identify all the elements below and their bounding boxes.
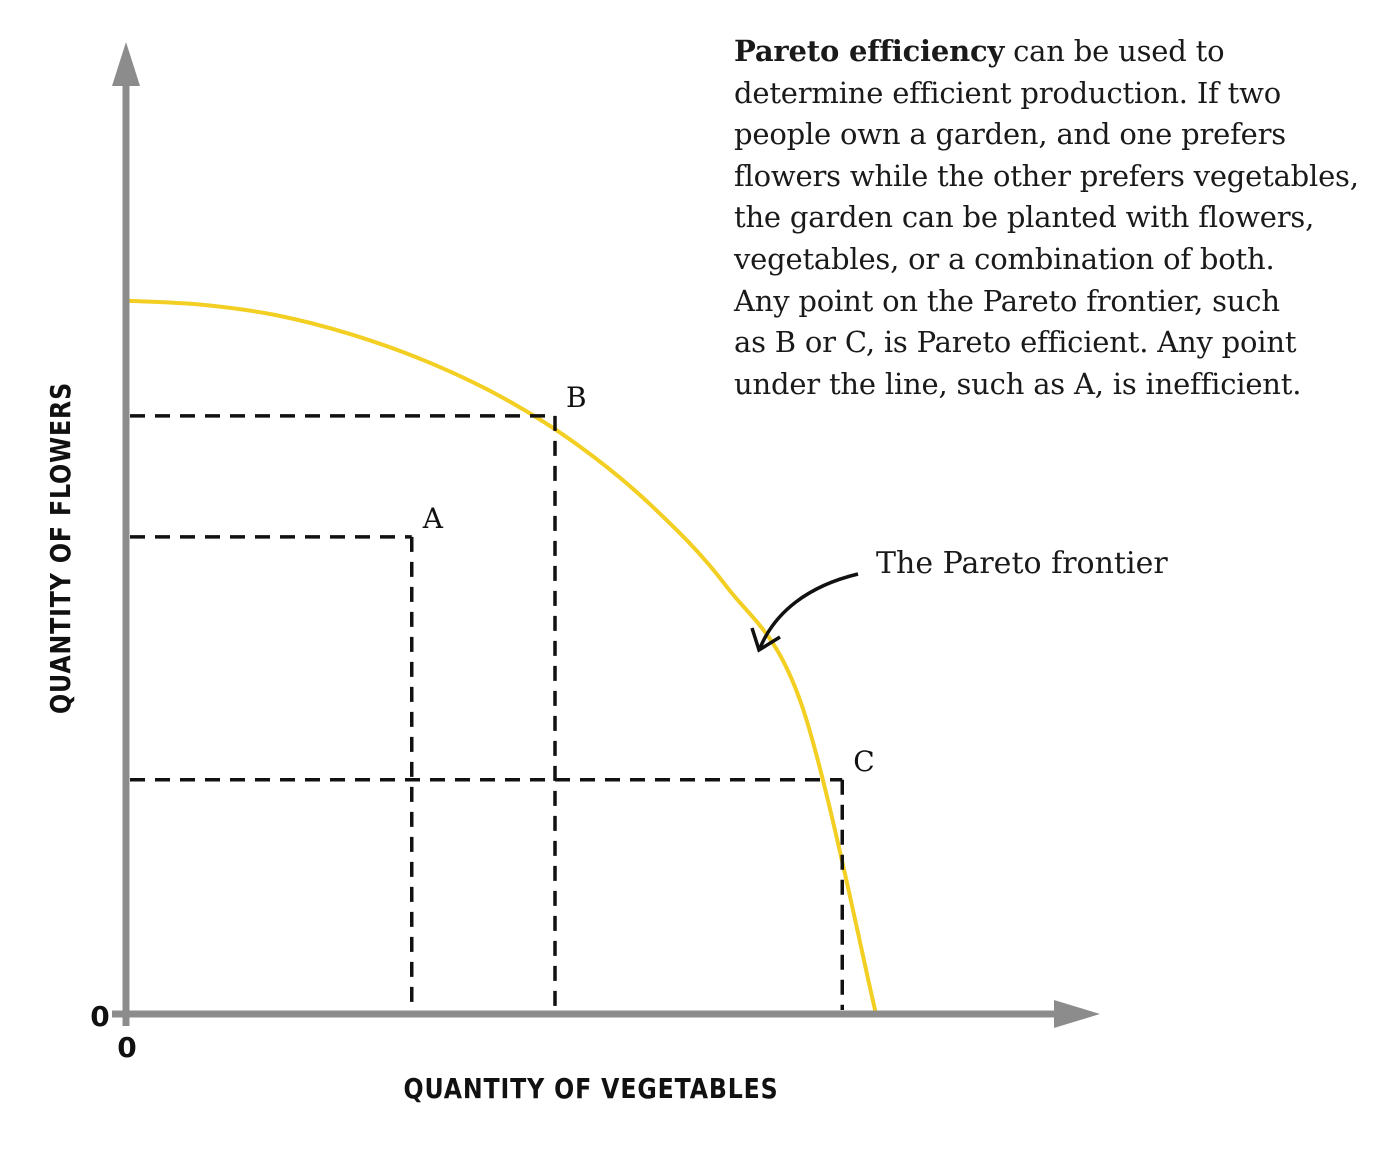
frontier-layer bbox=[126, 301, 876, 1014]
caption-line-1 bbox=[734, 31, 1374, 73]
x-axis-title: QUANTITY OF VEGETABLES bbox=[403, 1072, 779, 1105]
caption-paragraph bbox=[734, 31, 1374, 405]
x-tick-label-zero: 0 bbox=[117, 1031, 137, 1064]
point-label-c: C bbox=[853, 744, 875, 778]
caption-line-8: as B or C, is Pareto efficient. Any point bbox=[734, 325, 1297, 360]
caption-line-1-rest: can be used to bbox=[1004, 34, 1225, 68]
frontier-annotation-label: The Pareto frontier bbox=[876, 546, 1168, 581]
caption-line-2: determine efficient production. If two bbox=[734, 75, 1281, 110]
caption-line-4: flowers while the other prefers vegetables, bbox=[734, 158, 1359, 193]
guides-layer bbox=[130, 416, 842, 1010]
y-axis-title: QUANTITY OF FLOWERS bbox=[44, 321, 77, 714]
x-axis-arrow bbox=[1054, 1000, 1100, 1028]
frontier-curve-series-0 bbox=[126, 301, 876, 1014]
caption-line-6: vegetables, or a combination of both. bbox=[734, 241, 1275, 276]
caption-line-9: under the line, such as A, is inefficient. bbox=[734, 366, 1302, 401]
frontier-annotation-arrow bbox=[760, 574, 858, 648]
caption-line-7: Any point on the Pareto frontier, such bbox=[734, 283, 1280, 318]
caption-line-5: the garden can be planted with flowers, bbox=[734, 200, 1315, 235]
point-label-a: A bbox=[422, 501, 443, 535]
point-label-b: B bbox=[566, 380, 587, 414]
caption-term: Pareto efficiency bbox=[734, 34, 1005, 68]
caption-line-3: people own a garden, and one prefers bbox=[734, 117, 1286, 152]
y-axis-arrow bbox=[112, 42, 140, 86]
y-tick-label-zero: 0 bbox=[90, 1000, 110, 1033]
